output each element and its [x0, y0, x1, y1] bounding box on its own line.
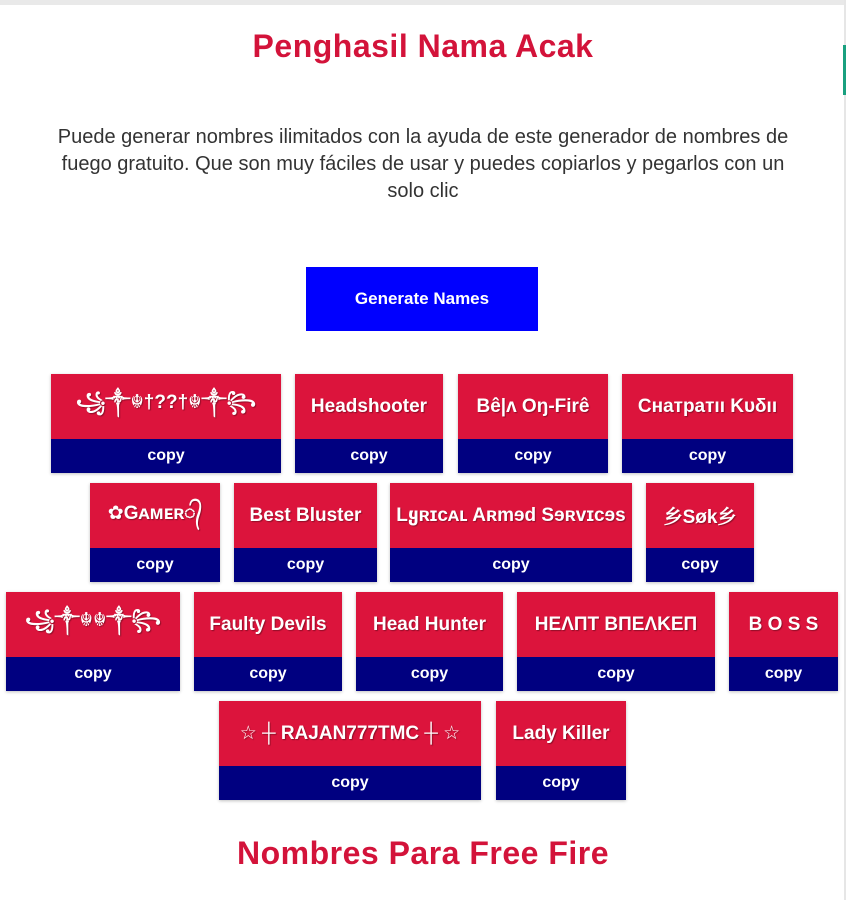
copy-button[interactable]: copy — [729, 657, 838, 691]
intro-line: fuego gratuito. Que son muy fáciles de usar y puedes copiarlos y pegarlos con un — [61, 153, 785, 175]
name-text: ✿Gᴀᴍᴇʀ᭄ — [90, 483, 220, 548]
name-card — [90, 483, 220, 582]
name-text: B O S S — [729, 592, 838, 657]
copy-button[interactable]: copy — [234, 548, 377, 582]
name-text: Best Bluster — [234, 483, 377, 548]
name-text: Lყʀɪᴄᴀʟ Aʀmɘd Sɘʀvɪcɘs — [390, 483, 632, 548]
name-text: Head Hunter — [356, 592, 503, 657]
name-text: Faulty Devils — [194, 592, 342, 657]
name-card — [729, 592, 838, 691]
copy-button[interactable]: copy — [90, 548, 220, 582]
copy-button[interactable]: copy — [194, 657, 342, 691]
copy-button[interactable]: copy — [51, 439, 281, 473]
copy-button[interactable]: copy — [458, 439, 608, 473]
copy-button[interactable]: copy — [646, 548, 754, 582]
name-card — [234, 483, 377, 582]
copy-button[interactable]: copy — [356, 657, 503, 691]
copy-button[interactable]: copy — [496, 766, 626, 800]
name-card — [356, 592, 503, 691]
name-card — [219, 701, 481, 800]
name-text: HEΛПT BПEΛKEП — [517, 592, 715, 657]
copy-button[interactable]: copy — [390, 548, 632, 582]
name-text: 乡Søk乡 — [646, 483, 754, 548]
name-text: ꧁༒☬☬༒꧂ — [6, 592, 180, 657]
copy-button[interactable]: copy — [295, 439, 443, 473]
copy-button[interactable]: copy — [6, 657, 180, 691]
name-card — [496, 701, 626, 800]
name-card — [6, 592, 180, 691]
intro-text — [0, 124, 846, 205]
name-text: ☆ ┼ RAJAN777TMC ┼ ☆ — [219, 701, 481, 766]
copy-button[interactable]: copy — [622, 439, 793, 473]
name-card — [194, 592, 342, 691]
intro-line: Puede generar nombres ilimitados con la ayuda de este generador de nombres de — [57, 126, 789, 148]
copy-button[interactable]: copy — [219, 766, 481, 800]
page-title: Penghasil Nama Acak — [252, 28, 594, 64]
name-text: Bê|ʌ Oŋ-Firê — [458, 374, 608, 439]
name-card — [295, 374, 443, 473]
name-card — [458, 374, 608, 473]
generate-names-button[interactable]: Generate Names — [306, 267, 538, 331]
name-text: Headshooter — [295, 374, 443, 439]
name-text: Lady Killer — [496, 701, 626, 766]
intro-line: solo clic — [387, 180, 459, 202]
section-heading: Nombres Para Free Fire — [236, 835, 610, 871]
name-card — [51, 374, 281, 473]
name-card — [517, 592, 715, 691]
copy-button[interactable]: copy — [517, 657, 715, 691]
name-text: Cнатратıı Kυδıı — [622, 374, 793, 439]
name-card — [622, 374, 793, 473]
name-card — [390, 483, 632, 582]
name-card — [646, 483, 754, 582]
top-border — [0, 0, 846, 5]
name-text: ꧁༒☬†??†☬༒꧂ — [51, 374, 281, 439]
